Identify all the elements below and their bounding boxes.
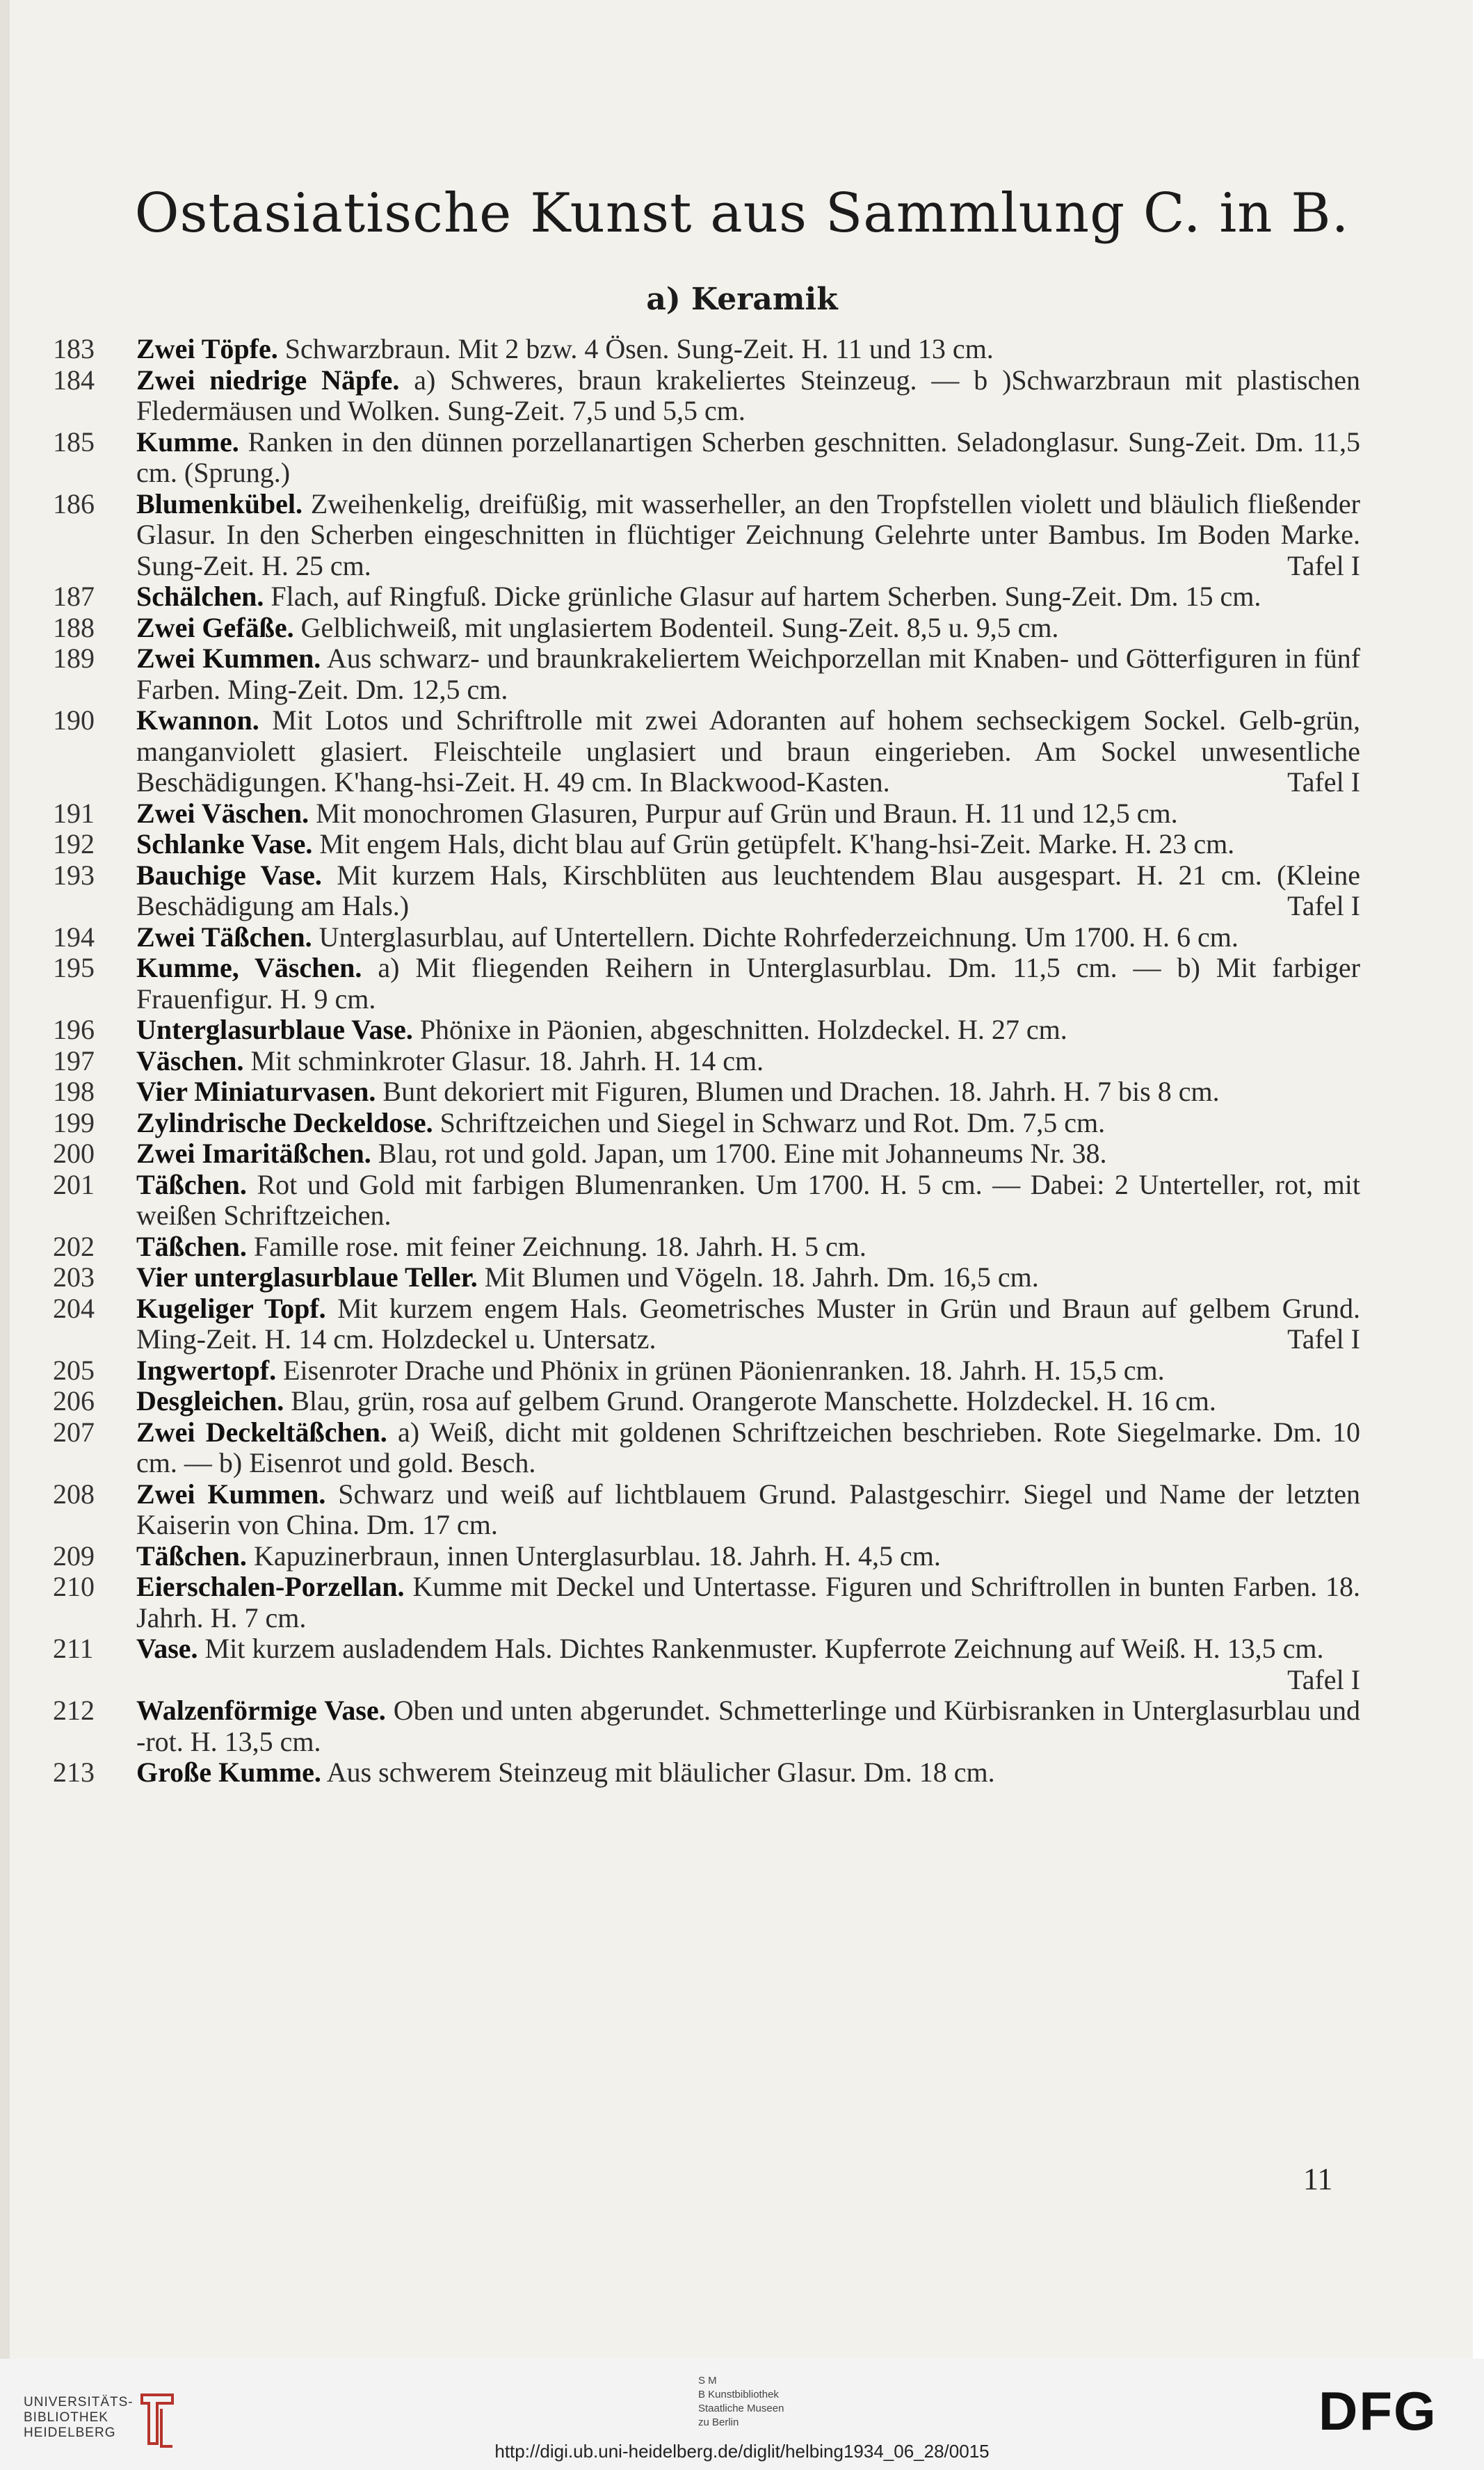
entry-description: Schwarzbraun. Mit 2 bzw. 4 Ösen. Sung-Zeit. H. 11 und 13 cm. <box>277 333 994 364</box>
catalog-entry <box>53 1541 1360 1572</box>
entry-name: Zylindrische Deckeldose. <box>136 1106 433 1138</box>
entry-description: Blau, grün, rosa auf gelbem Grund. Orangerote Manschette. Holzdeckel. H. 16 cm. <box>284 1385 1216 1416</box>
entry-number: 204 <box>53 1292 95 1324</box>
entry-name: Schälchen. <box>136 581 264 612</box>
entry-number: 188 <box>53 611 95 643</box>
entry-name: Zwei Gefäße. <box>136 611 294 643</box>
catalog-entry <box>53 860 1360 922</box>
catalog-entry <box>53 1232 1360 1263</box>
entry-name: Kugeliger Topf. <box>136 1292 326 1324</box>
entry-body <box>136 953 1360 1015</box>
entry-body <box>136 1355 1360 1387</box>
entry-body <box>136 1138 1360 1170</box>
entry-body <box>136 489 1360 582</box>
entry-body <box>136 1572 1360 1633</box>
entry-description: Unterglasurblau, auf Untertellern. Dichte Rohrfederzeichnung. Um 1700. H. 6 cm. <box>312 921 1239 953</box>
catalog-entry <box>53 1695 1360 1757</box>
entry-name: Zwei Imaritäßchen. <box>136 1138 371 1169</box>
entry-description: Mit Lotos und Schriftrolle mit zwei Adoranten auf hohem sechseckigem Sockel. Gelb-grün, manganviolett glasiert. Fleischteile unglasiert und braun eingerieben. Am Sockel unwesentliche Beschädigungen. K'hang-hsi-Zeit. H. 49 cm. In Blackwood-Kasten. <box>136 704 1360 798</box>
entry-number: 192 <box>53 828 95 859</box>
entry-body <box>136 922 1360 953</box>
entry-number: 207 <box>53 1416 95 1448</box>
entry-description: Schwarz und weiß auf lichtblauem Grund. Palastgeschirr. Siegel und Name der letzten Kaiserin von China. Dm. 17 cm. <box>136 1478 1360 1540</box>
library-line: HEIDELBERG <box>24 2425 116 2440</box>
entry-name: Kumme. <box>136 426 239 458</box>
entry-description: Bunt dekoriert mit Figuren, Blumen und Drachen. 18. Jahrh. H. 7 bis 8 cm. <box>376 1076 1220 1107</box>
entry-number: 200 <box>53 1138 95 1169</box>
digitization-footer <box>0 2359 1484 2470</box>
entry-name: Bauchige Vase. <box>136 859 322 891</box>
entry-description: Blau, rot und gold. Japan, um 1700. Eine mit Johanneums Nr. 38. <box>371 1138 1107 1169</box>
entry-number: 209 <box>53 1540 95 1572</box>
entry-body <box>136 365 1360 427</box>
entry-description: Aus schwarz- und braunkrakeliertem Weichporzellan mit Knaben- und Götterfiguren in fünf Farben. Ming-Zeit. Dm. 12,5 cm. <box>136 643 1361 705</box>
entry-number: 183 <box>53 333 95 364</box>
entry-description: Rot und Gold mit farbigen Blumenranken. Um 1700. H. 5 cm. — Dabei: 2 Unterteller, rot, mit weißen Schriftzeichen. <box>136 1168 1360 1231</box>
catalog-entry <box>53 1108 1360 1139</box>
catalog-entry <box>53 1355 1360 1387</box>
catalog-entry <box>53 1417 1360 1479</box>
catalog-entry <box>53 489 1360 582</box>
entry-number: 201 <box>53 1168 95 1200</box>
source-url-link[interactable]: http://digi.ub.uni-heidelberg.de/diglit/helbing1934_06_28/0015 <box>494 2441 990 2462</box>
catalog-entry <box>53 1293 1360 1355</box>
entry-name: Kwannon. <box>136 704 259 736</box>
entry-description: Mit monochromen Glasuren, Purpur auf Grün und Braun. H. 11 und 12,5 cm. <box>309 797 1178 829</box>
entry-number: 206 <box>53 1385 95 1416</box>
entry-body <box>136 1417 1360 1479</box>
entry-number: 196 <box>53 1014 95 1045</box>
entry-body <box>136 1757 1360 1789</box>
entry-number: 195 <box>53 952 95 983</box>
entry-description: Aus schwerem Steinzeug mit bläulicher Glasur. Dm. 18 cm. <box>321 1757 995 1788</box>
entry-description: Kapuzinerbraun, innen Unterglasurblau. 18. Jahrh. H. 4,5 cm. <box>246 1540 941 1572</box>
plate-reference: Tafel I <box>1287 1663 1360 1695</box>
entry-description: Mit kurzem Hals, Kirschblüten aus leuchtendem Blau ausgespart. H. 21 cm. (Kleine Beschädigung am Hals.) <box>136 859 1361 921</box>
catalog-entry <box>53 1633 1360 1695</box>
catalog-entry <box>53 365 1360 427</box>
entry-description: Zweihenkelig, dreifüßig, mit wasserheller, an den Tropfstellen violett und bläulich fließender Glasur. In den Scherben eingeschnitten in flüchtiger Zeichnung Gelehrte unter Bambus. Im Boden Marke. Sung-Zeit. H. 25 cm. <box>136 487 1360 581</box>
entry-body <box>136 1015 1360 1046</box>
library-line: BIBLIOTHEK <box>24 2410 108 2425</box>
museum-stamp <box>698 2374 784 2430</box>
entry-description: Mit kurzem ausladendem Hals. Dichtes Rankenmuster. Kupferrote Zeichnung auf Weiß. H. 13,5 cm. <box>197 1633 1324 1664</box>
entry-description: Phönixe in Päonien, abgeschnitten. Holzdeckel. H. 27 cm. <box>412 1014 1067 1045</box>
entry-number: 191 <box>53 797 95 829</box>
catalog-entry <box>53 953 1360 1015</box>
page-title: Ostasiatische Kunst aus Sammlung C. in B. <box>134 182 1350 245</box>
stamp-line: B Kunstbibliothek <box>698 2389 779 2400</box>
plate-reference: Tafel I <box>1287 766 1360 798</box>
entry-name: Vier unterglasurblaue Teller. <box>136 1261 478 1293</box>
catalog-entry <box>53 334 1360 365</box>
entry-description: Flach, auf Ringfuß. Dicke grünliche Glasur auf hartem Scherben. Sung-Zeit. Dm. 15 cm. <box>264 581 1261 612</box>
entry-name: Blumenkübel. <box>136 487 303 519</box>
stamp-line: zu Berlin <box>698 2416 739 2428</box>
entry-body <box>136 1262 1360 1293</box>
entry-body <box>136 1046 1360 1077</box>
entry-name: Walzenförmige Vase. <box>136 1695 386 1726</box>
entry-description: Famille rose. mit feiner Zeichnung. 18. Jahrh. H. 5 cm. <box>246 1230 866 1262</box>
entry-number: 185 <box>53 426 95 458</box>
page-left-edge <box>0 0 10 2359</box>
entry-list <box>53 334 1360 1789</box>
entry-body <box>136 1170 1360 1232</box>
entry-name: Kumme, Väschen. <box>136 952 362 983</box>
dfg-logo: DFG <box>1318 2380 1437 2441</box>
page-right-edge <box>1473 0 1484 2359</box>
entry-number: 186 <box>53 487 95 519</box>
entry-number: 197 <box>53 1044 95 1076</box>
entry-body <box>136 1386 1360 1417</box>
plate-reference: Tafel I <box>1287 1323 1360 1355</box>
library-logo-text <box>24 2395 134 2441</box>
entry-number: 211 <box>53 1633 94 1664</box>
entry-name: Große Kumme. <box>136 1757 321 1788</box>
entry-body <box>136 613 1360 644</box>
catalog-entry <box>53 1170 1360 1232</box>
entry-body <box>136 1232 1360 1263</box>
entry-body <box>136 1108 1360 1139</box>
entry-description: Eisenroter Drache und Phönix in grünen Päonienranken. 18. Jahrh. H. 15,5 cm. <box>276 1354 1165 1386</box>
entry-body <box>136 1076 1360 1108</box>
stamp-line: Staatliche Museen <box>698 2403 784 2414</box>
catalog-entry <box>53 1015 1360 1046</box>
entry-description: Ranken in den dünnen porzellanartigen Scherben geschnitten. Seladonglasur. Sung-Zeit. Dm. 11,5 cm. (Sprung.) <box>136 426 1360 488</box>
entry-name: Schlanke Vase. <box>136 828 313 859</box>
entry-number: 202 <box>53 1230 95 1262</box>
entry-name: Täßchen. <box>136 1168 247 1200</box>
entry-name: Unterglasurblaue Vase. <box>136 1014 413 1045</box>
entry-body <box>136 581 1360 613</box>
catalog-entry <box>53 1479 1360 1541</box>
catalog-entry <box>53 613 1360 644</box>
entry-body <box>136 427 1360 489</box>
entry-description: a) Mit fliegenden Reihern in Unterglasurblau. Dm. 11,5 cm. — b) Mit farbiger Frauenfigur. H. 9 cm. <box>136 952 1360 1015</box>
entry-name: Zwei Kummen. <box>136 643 321 674</box>
plate-reference: Tafel I <box>1287 890 1360 921</box>
entry-body <box>136 643 1360 705</box>
entry-number: 205 <box>53 1354 95 1386</box>
section-heading: a) Keramik <box>646 282 838 317</box>
catalog-entry <box>53 427 1360 489</box>
entry-body <box>136 829 1360 860</box>
entry-name: Zwei niedrige Näpfe. <box>136 364 400 396</box>
entry-number: 210 <box>53 1571 95 1602</box>
entry-name: Eierschalen-Porzellan. <box>136 1571 405 1602</box>
entry-description: a) Schweres, braun krakeliertes Steinzeug. — b )Schwarzbraun mit plastischen Fledermäusen und Wolken. Sung-Zeit. 7,5 und 5,5 cm. <box>136 364 1360 426</box>
plate-reference: Tafel I <box>1287 549 1360 581</box>
entry-name: Zwei Väschen. <box>136 797 309 829</box>
catalog-entry <box>53 643 1360 705</box>
entry-body <box>136 705 1360 798</box>
catalog-entry <box>53 1138 1360 1170</box>
page-number: 11 <box>1303 2162 1333 2196</box>
entry-name: Täßchen. <box>136 1540 247 1572</box>
entry-name: Zwei Deckeltäßchen. <box>136 1416 387 1448</box>
entry-number: 208 <box>53 1478 95 1510</box>
entry-name: Ingwertopf. <box>136 1354 277 1386</box>
catalog-entry <box>53 922 1360 953</box>
entry-description: Mit schminkroter Glasur. 18. Jahrh. H. 14 cm. <box>243 1044 764 1076</box>
entry-name: Zwei Täßchen. <box>136 921 312 953</box>
catalog-entry <box>53 705 1360 798</box>
catalog-entry <box>53 581 1360 613</box>
entry-description: Oben und unten abgerundet. Schmetterlinge und Kürbisranken in Unterglasurblau und -rot. H. 13,5 cm. <box>136 1695 1361 1757</box>
entry-number: 212 <box>53 1695 95 1726</box>
entry-body <box>136 860 1360 922</box>
entry-name: Vier Miniaturvasen. <box>136 1076 376 1107</box>
entry-body <box>136 1479 1360 1541</box>
entry-name: Väschen. <box>136 1044 244 1076</box>
entry-number: 190 <box>53 704 95 736</box>
entry-description: Schriftzeichen und Siegel in Schwarz und Rot. Dm. 7,5 cm. <box>433 1106 1106 1138</box>
entry-name: Desgleichen. <box>136 1385 284 1416</box>
entry-description: Kumme mit Deckel und Untertasse. Figuren und Schriftrollen in bunten Farben. 18. Jahrh. H. 7 cm. <box>136 1571 1360 1633</box>
stamp-line: S M <box>698 2375 717 2387</box>
entry-name: Täßchen. <box>136 1230 247 1262</box>
entry-description: Gelblichweiß, mit unglasiertem Bodenteil. Sung-Zeit. 8,5 u. 9,5 cm. <box>293 611 1059 643</box>
entry-body <box>136 1541 1360 1572</box>
entry-body <box>136 1695 1360 1757</box>
entry-description: Mit engem Hals, dicht blau auf Grün getüpfelt. K'hang-hsi-Zeit. Marke. H. 23 cm. <box>312 828 1235 859</box>
entry-body <box>136 798 1360 830</box>
entry-description: Mit Blumen und Vögeln. 18. Jahrh. Dm. 16,5 cm. <box>477 1261 1039 1293</box>
catalog-entry <box>53 1046 1360 1077</box>
entry-number: 189 <box>53 643 95 674</box>
entry-number: 199 <box>53 1106 95 1138</box>
catalog-entry <box>53 1262 1360 1293</box>
entry-body <box>136 1293 1360 1355</box>
catalog-entry <box>53 1757 1360 1789</box>
entry-name: Vase. <box>136 1633 198 1664</box>
entry-number: 194 <box>53 921 95 953</box>
library-line: UNIVERSITÄTS- <box>24 2395 134 2410</box>
entry-body <box>136 1633 1360 1695</box>
entry-number: 187 <box>53 581 95 612</box>
catalog-entry <box>53 1572 1360 1633</box>
entry-body <box>136 334 1360 365</box>
entry-name: Zwei Töpfe. <box>136 333 278 364</box>
catalog-entry <box>53 798 1360 830</box>
entry-number: 203 <box>53 1261 95 1293</box>
catalog-entry <box>53 1386 1360 1417</box>
entry-description: Mit kurzem engem Hals. Geometrisches Muster in Grün und Braun auf gelbem Grund. Ming-Zeit. H. 14 cm. Holzdeckel u. Untersatz. <box>136 1292 1360 1355</box>
catalog-entry <box>53 829 1360 860</box>
catalog-entry <box>53 1076 1360 1108</box>
entry-number: 198 <box>53 1076 95 1107</box>
entry-number: 184 <box>53 364 95 396</box>
entry-number: 213 <box>53 1757 95 1788</box>
entry-name: Zwei Kummen. <box>136 1478 326 1510</box>
entry-description: a) Weiß, dicht mit goldenen Schriftzeichen beschrieben. Rote Siegelmarke. Dm. 10 cm. — b) Eisenrot und gold. Besch. <box>136 1416 1360 1478</box>
entry-number: 193 <box>53 859 95 891</box>
